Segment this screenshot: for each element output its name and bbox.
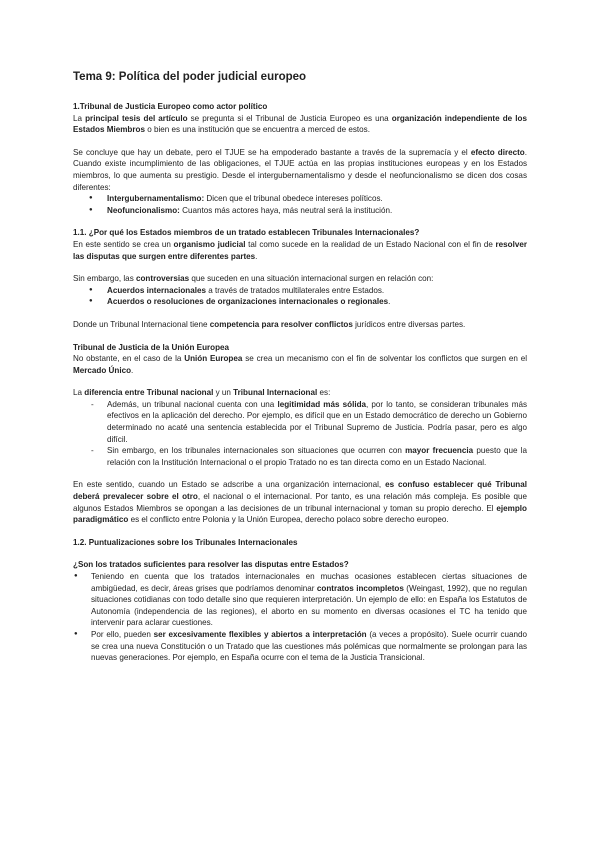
list-item <box>73 285 527 297</box>
text-run: . <box>388 297 391 307</box>
section-1-1-paragraph-2 <box>73 273 527 285</box>
bold-run: controversias <box>135 274 190 284</box>
tjue-dash-list <box>73 399 527 469</box>
text-run: es el conflicto entre Polonia y la Unión Europea, derecho polaco sobre derecho europeo. <box>128 515 449 525</box>
text-run: que suceden en una situación internacional surgen en relación con: <box>189 274 434 284</box>
text-run: Además, un tribunal nacional cuenta con una <box>107 399 278 409</box>
section-1-paragraph-1 <box>73 113 527 136</box>
bold-run: diferencia entre Tribunal nacional <box>84 388 214 398</box>
text-run: puesto que la relación con la Institución Internacional o el propio Tratado no es tan directa como en un Estado Nacional. <box>107 446 528 467</box>
tjue-paragraph-2 <box>73 387 527 399</box>
bold-run: Acuerdos o resoluciones de organizaciones internacionales o regionales <box>107 297 389 307</box>
bold-run: efecto directo <box>470 147 525 157</box>
text-run: . <box>255 251 258 261</box>
text-run: (Weingast, 1992), que no regulan situaciones cotidianas con todo detalle sino que requieren interpretación. Un ejemplo de ello: en España los Estatutos de Autonomía (independencia de las regiones), el aborto en su momento en diversas ocasiones el TC ha tenido que intervenir para aclarar cuestiones. <box>91 583 527 628</box>
text-run: a través de tratados multilaterales entre Estados. <box>205 285 385 295</box>
text-run: Dicen que el tribunal obedece intereses políticos. <box>204 194 383 204</box>
bold-run: principal tesis del artículo <box>85 113 188 123</box>
text-run: jurídicos entre diversas partes. <box>352 319 466 329</box>
list-item <box>73 193 527 205</box>
bold-run: resolver las disputas que surgen entre diferentes partes <box>73 239 527 261</box>
text-run: La <box>73 388 85 398</box>
bold-run: ser excesivamente flexibles y abiertos a interpretación <box>153 629 367 639</box>
text-run: Sin embargo, en los tribunales internacionales son situaciones que ocurren con <box>107 446 406 456</box>
bold-run: legitimidad más sólida <box>277 399 367 409</box>
text-run: se pregunta si el Tribunal de Justicia Europeo es una <box>187 113 392 123</box>
tjue-paragraph-1 <box>73 353 527 376</box>
bold-run: Neofuncionalismo: <box>107 205 180 215</box>
bold-run: contratos incompletos <box>316 583 404 593</box>
text-run: Donde un Tribunal Internacional tiene <box>73 319 210 329</box>
tjue-heading: Tribunal de Justicia de la Unión Europea <box>73 342 230 352</box>
text-run: . Cuando existe incumplimiento de las obligaciones, el TJUE actúa en las propias instituciones europeas y en los Estados miembros, lo que aumenta su prestigio. Desde el intergubernamentalismo y desde el neofuncionalismo se dicen dos cosas diferentes: <box>73 147 527 192</box>
section-1-2-question: ¿Son los tratados suficientes para resolver las disputas entre Estados? <box>73 560 349 570</box>
text-run: tal como sucede en la realidad de un Estado Nacional con el fin de <box>245 239 496 249</box>
section-1-2-bullet-list <box>73 571 527 664</box>
section-1-2-heading: 1.2. Puntualizaciones sobre los Tribunales Internacionales <box>73 537 298 547</box>
text-run: Teniendo en cuenta que los tratados internacionales en muchas ocasiones establecen ciertas situaciones de ambigüedad, es decir, áreas grises que podríamos denominar <box>91 572 527 593</box>
list-item <box>73 205 527 217</box>
text-run: o bien es una institución que se encuentra a merced de estos. <box>144 125 370 135</box>
text-run: es: <box>317 388 331 398</box>
text-run: La <box>73 113 86 123</box>
bold-run: es confuso establecer qué Tribunal deberá prevalecer sobre el otro <box>73 480 527 502</box>
text-run: (a veces a propósito). Suele ocurrir cuando se crea una nueva Constitución o un Tratado que las cuestiones más polémicas que normalmente se prolongan para las nuevas generaciones. Por ejemplo, en España ocurre con el tema de la Justicia Transicional. <box>91 629 527 663</box>
bold-run: ejemplo paradigmático <box>73 503 527 525</box>
section-1-1-paragraph-3 <box>73 319 527 331</box>
text-run: , el nacional o el internacional. Por tanto, es una relación más compleja. Es posible que algunos Estados Miembros se opongan a las decisiones de un tribunal internacional y toman su propio derecho. El <box>73 492 527 513</box>
text-run: En este sentido, cuando un Estado se adscribe a una organización internacional, <box>73 480 386 490</box>
bold-run: Tribunal Internacional <box>233 388 318 398</box>
bold-run: organismo judicial <box>173 239 246 249</box>
list-item <box>73 571 527 629</box>
list-item <box>73 445 527 468</box>
bold-run: competencia para resolver conflictos <box>209 319 353 329</box>
text-run: se crea un mecanismo con el fin de solventar los conflictos que surgen en el <box>242 354 527 364</box>
text-run: y un <box>213 388 234 398</box>
list-item <box>73 296 527 308</box>
bold-run: mayor frecuencia <box>405 446 474 456</box>
list-item <box>73 629 527 664</box>
section-1-heading: 1.Tribunal de Justicia Europeo como actor político <box>73 102 268 111</box>
list-item <box>73 399 527 445</box>
section-1-paragraph-2 <box>73 147 527 193</box>
text-run: No obstante, en el caso de la <box>73 354 185 364</box>
bold-run: organización independiente de los Estados Miembros <box>73 113 527 135</box>
text-run: . <box>131 365 134 375</box>
text-run: Se concluye que hay un debate, pero el TJUE se ha empoderado bastante a través de la supremacía y el <box>73 147 471 157</box>
text-run: Sin embargo, las <box>73 274 136 284</box>
tjue-paragraph-3 <box>73 479 527 525</box>
section-1-bullet-list <box>73 193 527 216</box>
document-title: Tema 9: Política del poder judicial europeo <box>73 71 307 83</box>
text-run: Cuantos más actores haya, más neutral será la institución. <box>179 205 393 215</box>
document-page <box>73 70 527 664</box>
section-1-1-heading: 1.1. ¿Por qué los Estados miembros de un tratado establecen Tribunales Internacionales? <box>73 228 420 238</box>
text-run: En este sentido se crea un <box>73 239 174 249</box>
bold-run: Intergubernamentalismo: <box>107 194 205 204</box>
text-run: , por lo tanto, se consideran tribunales más efectivos en la aplicación del derecho. Por ejemplo, es difícil que en un Estado democrático de derecho un Gobierno determinado no acaté una sentencia establecida por el Tribunal Supremo de Justicia. Podría pasar, pero es algo difícil. <box>107 399 528 444</box>
text-run: Por ello, pueden <box>91 629 154 639</box>
bold-run: Unión Europea <box>184 354 243 364</box>
section-1-1-bullet-list <box>73 285 527 308</box>
bold-run: Mercado Único <box>73 365 132 375</box>
bold-run: Acuerdos internacionales <box>107 285 206 295</box>
section-1-1-paragraph-1 <box>73 239 527 262</box>
